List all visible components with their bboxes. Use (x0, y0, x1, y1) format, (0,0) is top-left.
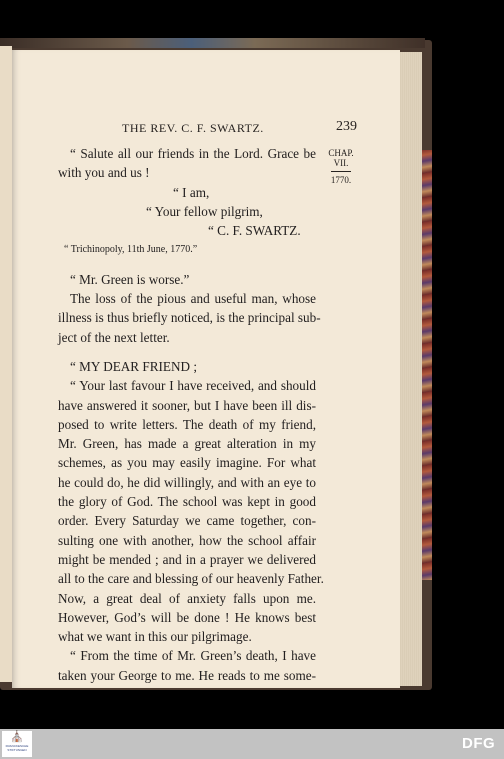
text-line: what we want in this our pilgrimage. (58, 629, 252, 645)
text-line: “ Mr. Green is worse.” (70, 271, 190, 287)
text-line: sulting one with another, how the school affair (58, 532, 316, 548)
text-line: have answered it sooner, but I have been ill dis- (58, 397, 316, 413)
body-text (58, 144, 324, 685)
text-line: schemes, as you may easily imagine. For what (58, 455, 316, 471)
text-line: Now, a great deal of anxiety falls upon me. (58, 590, 316, 606)
text-line: ject of the next letter. (58, 329, 170, 345)
text-line: “ Trichinopoly, 11th June, 1770.” (64, 244, 198, 256)
margin-note-year: 1770. (330, 175, 352, 185)
text-line: “ MY DEAR FRIEND ; (70, 358, 197, 374)
facing-page-edge (0, 46, 12, 682)
viewer-bottom-bar (0, 729, 504, 759)
text-line: “ Your last favour I have received, and should (70, 378, 316, 394)
text-line: Mr. Green, has made a great alteration in my (58, 436, 316, 452)
text-line: “ From the time of Mr. Green’s death, I have (70, 648, 316, 664)
paragraph-gap (58, 260, 316, 270)
text-line: “ I am, (173, 184, 210, 200)
text-line: “ Salute all our friends in the Lord. Grace be (70, 146, 316, 161)
margin-note-rule (331, 171, 351, 172)
text-line: However, God’s will be done ! He knows best (58, 609, 316, 625)
text-line: “ Your fellow pilgrim, (146, 203, 263, 219)
running-head: THE REV. C. F. SWARTZ. (122, 121, 264, 135)
text-line: the glory of God. The school was kept in good (58, 494, 316, 510)
page-number: 239 (336, 119, 357, 134)
orphanage-icon: ⛪ (10, 731, 24, 743)
library-logo-text: FRANCKESCHE STIFTUNGEN (5, 744, 29, 752)
library-logo (2, 731, 32, 757)
margin-note (324, 148, 358, 185)
margin-note-chap: CHAP. (328, 148, 354, 158)
text-line: all to the care and blessing of our heavenly Father. (58, 571, 324, 587)
text-line: taken your George to me. He reads to me some- (58, 667, 316, 683)
text-line: with you and us ! (58, 165, 150, 181)
page-edges (398, 52, 422, 686)
text-line: he could do, he did willingly, and with an eye to (58, 474, 316, 490)
text-line: posed to write letters. The death of my friend, (58, 416, 316, 432)
margin-note-number: VII. (333, 158, 349, 168)
text-line: might be mended ; and in a prayer we delivered (58, 551, 316, 567)
text-line: The loss of the pious and useful man, whose (70, 291, 316, 307)
text-line: illness is thus briefly noticed, is the principal sub- (58, 310, 321, 326)
text-line: “ C. F. SWARTZ. (208, 223, 301, 239)
book-cover-edge (0, 38, 425, 48)
dfg-logo: DFG (462, 735, 496, 752)
text-line: order. Every Saturday we came together, con- (58, 513, 316, 529)
paragraph-gap (58, 347, 316, 357)
